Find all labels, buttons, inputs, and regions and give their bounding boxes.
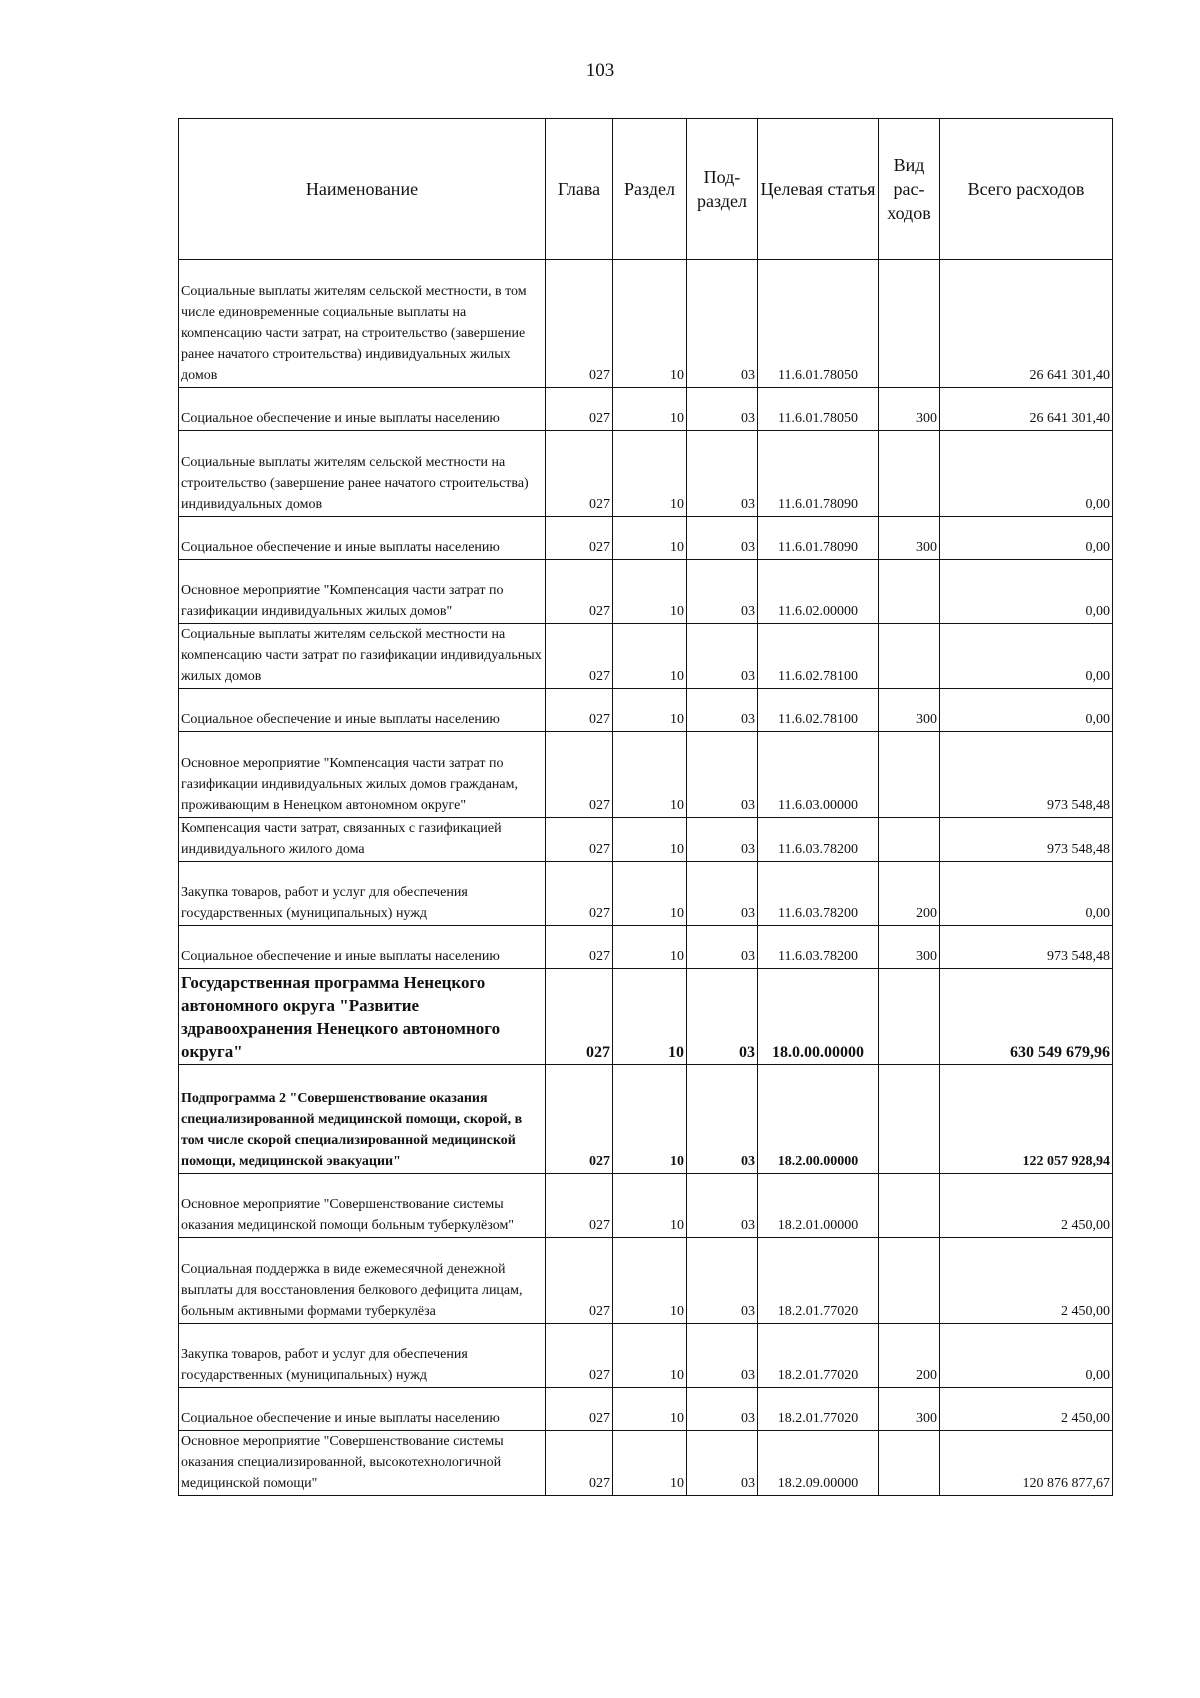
row-celevaya: 18.0.00.00000	[758, 969, 879, 1065]
row-podrazdel: 03	[687, 1174, 758, 1238]
row-vid	[879, 732, 940, 818]
row-razdel: 10	[613, 1431, 687, 1496]
row-name: Основное мероприятие "Компенсация части затрат по газификации индивидуальных жилых домов"	[179, 560, 546, 624]
row-razdel: 10	[613, 732, 687, 818]
table-row	[179, 818, 1113, 862]
row-name: Социальное обеспечение и иные выплаты населению	[179, 689, 546, 732]
row-name: Основное мероприятие "Совершенствование системы оказания специализированной, высокотехнологичной медицинской помощи"	[179, 1431, 546, 1496]
row-glava: 027	[546, 260, 613, 388]
row-celevaya: 11.6.01.78090	[758, 431, 879, 517]
row-vid: 300	[879, 689, 940, 732]
row-total: 0,00	[940, 560, 1113, 624]
row-podrazdel: 03	[687, 1324, 758, 1388]
row-podrazdel: 03	[687, 1065, 758, 1174]
row-total: 2 450,00	[940, 1388, 1113, 1431]
row-glava: 027	[546, 388, 613, 431]
row-razdel: 10	[613, 969, 687, 1065]
header-row	[179, 119, 1113, 260]
row-podrazdel: 03	[687, 689, 758, 732]
row-vid	[879, 624, 940, 689]
row-total: 2 450,00	[940, 1238, 1113, 1324]
row-vid	[879, 560, 940, 624]
row-name: Основное мероприятие "Компенсация части затрат по газификации индивидуальных жилых домов гражданам, проживающим в Ненецком автономном округе"	[179, 732, 546, 818]
row-vid	[879, 260, 940, 388]
row-vid: 300	[879, 1388, 940, 1431]
row-total: 0,00	[940, 517, 1113, 560]
table-row	[179, 260, 1113, 388]
row-podrazdel: 03	[687, 431, 758, 517]
row-name: Закупка товаров, работ и услуг для обеспечения государственных (муниципальных) нужд	[179, 862, 546, 926]
row-razdel: 10	[613, 560, 687, 624]
row-glava: 027	[546, 1238, 613, 1324]
table-row	[179, 1324, 1113, 1388]
row-glava: 027	[546, 431, 613, 517]
row-celevaya: 11.6.02.78100	[758, 624, 879, 689]
row-celevaya: 18.2.01.00000	[758, 1174, 879, 1238]
row-vid	[879, 1238, 940, 1324]
row-vid: 300	[879, 517, 940, 560]
row-celevaya: 11.6.03.78200	[758, 862, 879, 926]
row-razdel: 10	[613, 1065, 687, 1174]
row-celevaya: 18.2.09.00000	[758, 1431, 879, 1496]
row-celevaya: 11.6.01.78050	[758, 388, 879, 431]
row-razdel: 10	[613, 862, 687, 926]
row-glava: 027	[546, 969, 613, 1065]
row-podrazdel: 03	[687, 732, 758, 818]
table-row	[179, 1388, 1113, 1431]
row-vid	[879, 969, 940, 1065]
header-razdel: Раздел	[613, 119, 687, 260]
row-total: 0,00	[940, 431, 1113, 517]
row-total: 26 641 301,40	[940, 388, 1113, 431]
row-vid	[879, 431, 940, 517]
header-total: Всего расходов	[940, 119, 1113, 260]
row-name: Социальное обеспечение и иные выплаты населению	[179, 388, 546, 431]
row-glava: 027	[546, 862, 613, 926]
table-row	[179, 862, 1113, 926]
row-name: Социальные выплаты жителям сельской местности, в том числе единовременные социальные выплаты на компенсацию части затрат, на строительство (завершение ранее начатого строительства) индивидуальных жилых домов	[179, 260, 546, 388]
row-celevaya: 11.6.03.00000	[758, 732, 879, 818]
row-podrazdel: 03	[687, 388, 758, 431]
row-glava: 027	[546, 926, 613, 969]
row-total: 973 548,48	[940, 926, 1113, 969]
row-razdel: 10	[613, 624, 687, 689]
row-razdel: 10	[613, 431, 687, 517]
row-name: Государственная программа Ненецкого автономного округа "Развитие здравоохранения Ненецкого автономного округа"	[179, 969, 546, 1065]
table-row	[179, 388, 1113, 431]
row-celevaya: 11.6.01.78090	[758, 517, 879, 560]
table-row	[179, 1174, 1113, 1238]
row-razdel: 10	[613, 1174, 687, 1238]
row-razdel: 10	[613, 517, 687, 560]
row-podrazdel: 03	[687, 560, 758, 624]
row-podrazdel: 03	[687, 517, 758, 560]
table-row	[179, 624, 1113, 689]
row-vid: 300	[879, 388, 940, 431]
table-row-program	[179, 969, 1113, 1065]
row-celevaya: 11.6.03.78200	[758, 926, 879, 969]
budget-table	[178, 118, 1113, 1496]
row-vid	[879, 1065, 940, 1174]
row-glava: 027	[546, 1388, 613, 1431]
table-row	[179, 689, 1113, 732]
row-podrazdel: 03	[687, 624, 758, 689]
row-name: Социальные выплаты жителям сельской местности на строительство (завершение ранее начатого строительства) индивидуальных домов	[179, 431, 546, 517]
table-row	[179, 560, 1113, 624]
row-celevaya: 11.6.02.00000	[758, 560, 879, 624]
row-glava: 027	[546, 732, 613, 818]
row-razdel: 10	[613, 1238, 687, 1324]
row-razdel: 10	[613, 926, 687, 969]
row-glava: 027	[546, 689, 613, 732]
row-podrazdel: 03	[687, 926, 758, 969]
row-vid	[879, 1431, 940, 1496]
row-podrazdel: 03	[687, 1431, 758, 1496]
row-glava: 027	[546, 560, 613, 624]
table-row	[179, 926, 1113, 969]
row-glava: 027	[546, 1174, 613, 1238]
header-podrazdel: Под- раздел	[687, 119, 758, 260]
row-glava: 027	[546, 1324, 613, 1388]
row-vid	[879, 1174, 940, 1238]
page-number: 103	[585, 60, 615, 81]
row-total: 120 876 877,67	[940, 1431, 1113, 1496]
row-name: Социальная поддержка в виде ежемесячной денежной выплаты для восстановления белкового дефицита лицам, больным активными формами туберкулёза	[179, 1238, 546, 1324]
row-vid	[879, 818, 940, 862]
header-glava: Глава	[546, 119, 613, 260]
row-name: Основное мероприятие "Совершенствование системы оказания медицинской помощи больным туберкулёзом"	[179, 1174, 546, 1238]
row-podrazdel: 03	[687, 1388, 758, 1431]
row-razdel: 10	[613, 1324, 687, 1388]
row-razdel: 10	[613, 689, 687, 732]
table-row	[179, 1431, 1113, 1496]
row-celevaya: 18.2.01.77020	[758, 1324, 879, 1388]
row-name: Социальное обеспечение и иные выплаты населению	[179, 926, 546, 969]
row-total: 630 549 679,96	[940, 969, 1113, 1065]
header-name: Наименование	[179, 119, 546, 260]
row-name: Социальное обеспечение и иные выплаты населению	[179, 517, 546, 560]
row-glava: 027	[546, 1431, 613, 1496]
row-vid: 200	[879, 1324, 940, 1388]
row-total: 973 548,48	[940, 732, 1113, 818]
row-glava: 027	[546, 517, 613, 560]
table-row	[179, 431, 1113, 517]
row-podrazdel: 03	[687, 862, 758, 926]
header-vid: Вид рас- ходов	[879, 119, 940, 260]
row-podrazdel: 03	[687, 969, 758, 1065]
header-celevaya: Целевая статья	[758, 119, 879, 260]
row-glava: 027	[546, 818, 613, 862]
row-total: 2 450,00	[940, 1174, 1113, 1238]
row-celevaya: 18.2.01.77020	[758, 1238, 879, 1324]
row-vid: 200	[879, 862, 940, 926]
row-vid: 300	[879, 926, 940, 969]
row-razdel: 10	[613, 818, 687, 862]
row-total: 122 057 928,94	[940, 1065, 1113, 1174]
row-celevaya: 18.2.00.00000	[758, 1065, 879, 1174]
row-total: 0,00	[940, 1324, 1113, 1388]
row-podrazdel: 03	[687, 260, 758, 388]
row-name: Закупка товаров, работ и услуг для обеспечения государственных (муниципальных) нужд	[179, 1324, 546, 1388]
row-razdel: 10	[613, 260, 687, 388]
table-row	[179, 517, 1113, 560]
row-celevaya: 11.6.01.78050	[758, 260, 879, 388]
row-celevaya: 11.6.03.78200	[758, 818, 879, 862]
row-total: 0,00	[940, 689, 1113, 732]
row-total: 0,00	[940, 624, 1113, 689]
row-razdel: 10	[613, 388, 687, 431]
row-name: Подпрограмма 2 "Совершенствование оказания специализированной медицинской помощи, скорой, в том числе скорой специализированной медицинской помощи, медицинской эвакуации"	[179, 1065, 546, 1174]
row-podrazdel: 03	[687, 1238, 758, 1324]
row-total: 0,00	[940, 862, 1113, 926]
row-glava: 027	[546, 1065, 613, 1174]
table-row	[179, 1238, 1113, 1324]
row-glava: 027	[546, 624, 613, 689]
table-row-subprogram	[179, 1065, 1113, 1174]
row-podrazdel: 03	[687, 818, 758, 862]
row-total: 26 641 301,40	[940, 260, 1113, 388]
row-name: Компенсация части затрат, связанных с газификацией индивидуального жилого дома	[179, 818, 546, 862]
row-celevaya: 18.2.01.77020	[758, 1388, 879, 1431]
table-row	[179, 732, 1113, 818]
row-total: 973 548,48	[940, 818, 1113, 862]
row-name: Социальное обеспечение и иные выплаты населению	[179, 1388, 546, 1431]
row-celevaya: 11.6.02.78100	[758, 689, 879, 732]
row-razdel: 10	[613, 1388, 687, 1431]
row-name: Социальные выплаты жителям сельской местности на компенсацию части затрат по газификации индивидуальных жилых домов	[179, 624, 546, 689]
